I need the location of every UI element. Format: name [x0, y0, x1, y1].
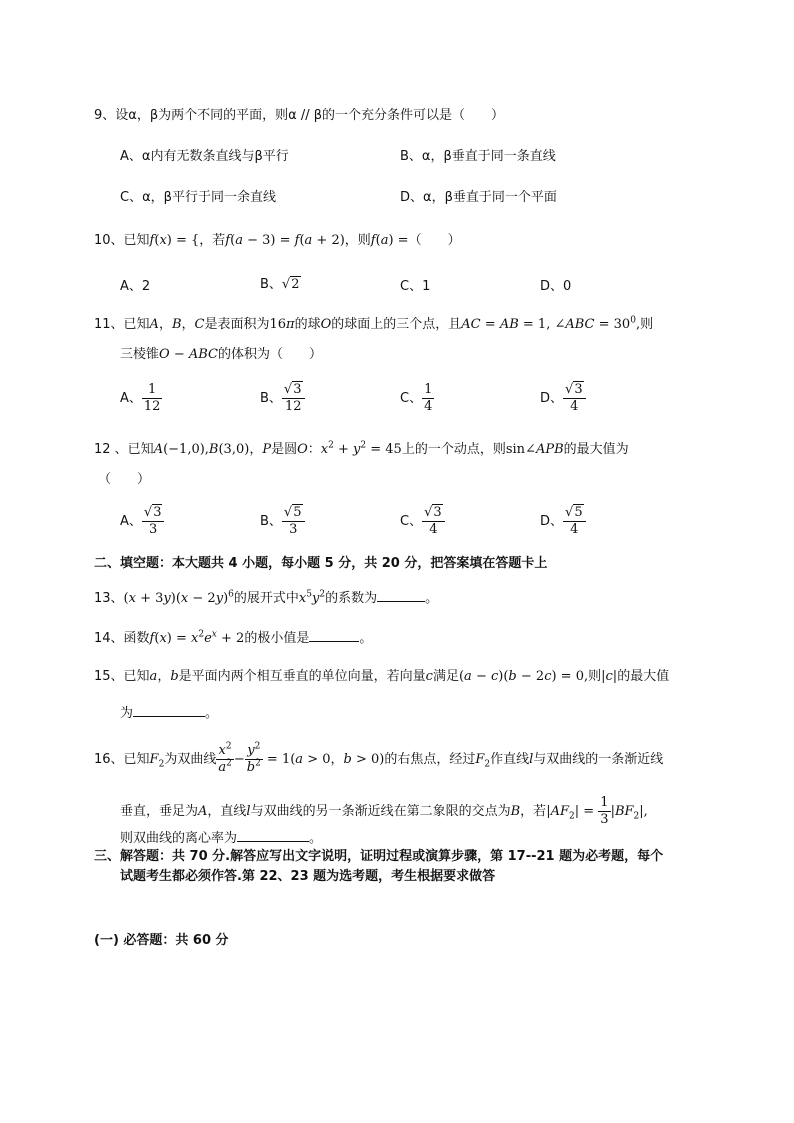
q12-option-d[interactable]: D、 $\frac{√5}{4}$ — [540, 505, 586, 538]
q10-option-b[interactable]: B、√2 — [260, 277, 300, 292]
q16-answer-blank[interactable] — [237, 828, 309, 842]
q10-stem: 10、已知f(x) = {，若f(a − 3) = f(a + 2)，则f(a) =（ ） — [94, 233, 461, 248]
q11-option-c[interactable]: C、 $\frac{1}{4}$ — [400, 382, 433, 414]
q16-stem-line2: 垂直，垂足为A，直线l与双曲线的另一条渐近线在第二象限的交点为B，若$|AF_2|$ = $\frac{1}{3}$ $|BF_2|$, — [120, 795, 648, 827]
q15-answer-blank[interactable] — [133, 703, 205, 717]
q12-option-a[interactable]: A、 $\frac{√3}{3}$ — [120, 505, 164, 538]
q12-option-c[interactable]: C、 $\frac{√3}{4}$ — [400, 505, 445, 538]
section-3-subheading: (一) 必答题：共 60 分 — [94, 933, 229, 948]
q11-option-a[interactable]: A、 $\frac{1}{12}$ — [120, 382, 161, 414]
q16-stem-line1: 16、已知$F_2$为双曲线 $\frac{x^2}{a^2}$ − $\frac{y^2}{b^2}$ = 1(a > 0，b > 0)的右焦点，经过$F_2$作直线l与双曲线的一条渐近线 — [94, 741, 664, 775]
q12-option-b[interactable]: B、 $\frac{√5}{3}$ — [260, 505, 305, 538]
q15-stem-line2: 为 。 — [120, 703, 218, 723]
section-2-heading: 二、填空题：本大题共 4 小题，每小题 5 分，共 20 分，把答案填在答题卡上 — [94, 556, 548, 571]
q9-stem: 9、设α，β为两个不同的平面，则α // β的一个充分条件可以是（ ） — [94, 108, 505, 123]
q10-option-c[interactable]: C、1 — [400, 279, 431, 294]
q13-stem: 13、$(x + 3y)(x - 2y)^6$的展开式中$x^5y^2$的系数为 。 — [94, 589, 439, 606]
q13-answer-blank[interactable] — [377, 588, 425, 602]
q9-option-d[interactable]: D、α，β垂直于同一个平面 — [400, 190, 557, 205]
q14-stem: 14、函数$f(x) = x^2e^x + 2$的极小值是 。 — [94, 629, 373, 646]
q10-option-a[interactable]: A、2 — [120, 279, 151, 294]
q12-stem-line1: 12 、已知A(−1,0),B(3,0)，P是圆O：$x^2 + y^2 = 45$上的一个动点，则sin∠APB的最大值为 — [94, 440, 629, 457]
q11-stem-line2: 三棱锥O − ABC的体积为（ ） — [120, 347, 323, 362]
q16-stem-line3: 则双曲线的离心率为 。 — [120, 828, 322, 848]
q11-option-d[interactable]: D、 $\frac{√3}{4}$ — [540, 382, 586, 415]
q11-option-b[interactable]: B、 $\frac{√3}{12}$ — [260, 382, 305, 415]
q9-option-a[interactable]: A、α内有无数条直线与β平行 — [120, 149, 289, 164]
q10-option-d[interactable]: D、0 — [540, 279, 572, 294]
q12-stem-line2: （ ） — [98, 472, 151, 487]
section-3-heading-line2: 试题考生都必须作答.第 22、23 题为选考题，考生根据要求做答 — [120, 869, 496, 884]
q9-option-c[interactable]: C、α，β平行于同一余直线 — [120, 190, 276, 205]
q15-stem-line1: 15、已知a，b是平面内两个相互垂直的单位向量，若向量c满足(a − c)(b − 2c) = 0,则|c|的最大值 — [94, 669, 670, 684]
q11-stem-line1: 11、已知A，B，C是表面积为16π的球O的球面上的三个点，且AC = AB = 1, ∠ABC = $30^0$,则 — [94, 315, 654, 332]
q9-option-b[interactable]: B、α，β垂直于同一条直线 — [400, 149, 556, 164]
section-3-heading-line1: 三、解答题：共 70 分.解答应写出文字说明，证明过程或演算步骤，第 17--21 题为必考题，每个 — [94, 849, 664, 864]
q14-answer-blank[interactable] — [309, 628, 359, 642]
